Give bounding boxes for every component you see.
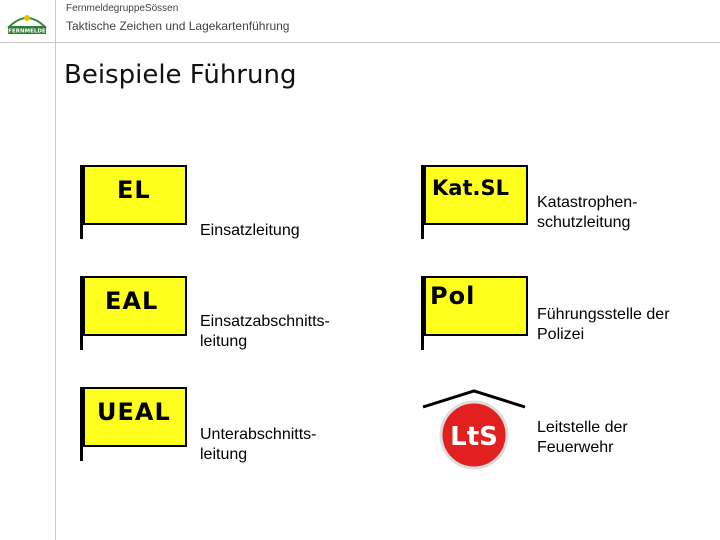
sign-katastrophenschutzleitung bbox=[421, 165, 531, 239]
sign-flag bbox=[83, 165, 187, 225]
sign-abbreviation: EL bbox=[117, 176, 151, 204]
sign-einsatzabschnittsleitung bbox=[80, 276, 190, 350]
left-divider bbox=[55, 0, 56, 540]
label-katastrophenschutzleitung: Katastrophen- schutzleitung bbox=[537, 194, 638, 231]
label-polizei: Führungsstelle der Polizei bbox=[537, 306, 670, 343]
page-title: Beispiele Führung bbox=[64, 60, 297, 90]
sign-flag bbox=[83, 276, 187, 336]
sign-flag bbox=[424, 276, 528, 336]
label-leitstelle-feuerwehr: Leitstelle der Feuerwehr bbox=[537, 419, 628, 456]
lts-text: LtS bbox=[450, 422, 498, 452]
header-divider bbox=[0, 42, 720, 43]
sign-polizei bbox=[421, 276, 531, 350]
label-einsatzabschnittsleitung: Einsatzabschnitts- leitung bbox=[200, 313, 330, 350]
logo-text: FERNMELDE bbox=[8, 28, 46, 35]
sign-abbreviation: Kat.SL bbox=[432, 176, 509, 200]
sign-abbreviation: EAL bbox=[105, 287, 159, 315]
sign-einsatzleitung bbox=[80, 165, 190, 239]
sign-abbreviation: Pol bbox=[430, 282, 476, 310]
leitstelle-feuerwehr-symbol bbox=[420, 385, 528, 470]
sign-abbreviation: UEAL bbox=[97, 398, 171, 426]
organization-name: FernmeldegruppeSössen bbox=[66, 3, 179, 14]
label-unterabschnittsleitung: Unterabschnitts- leitung bbox=[200, 426, 317, 463]
organization-logo bbox=[4, 6, 50, 38]
label-einsatzleitung: Einsatzleitung bbox=[200, 222, 300, 239]
sign-unterabschnittsleitung bbox=[80, 387, 190, 461]
presentation-subtitle: Taktische Zeichen und Lagekartenführung bbox=[66, 19, 290, 33]
sign-flag bbox=[83, 387, 187, 447]
sign-flag bbox=[424, 165, 528, 225]
